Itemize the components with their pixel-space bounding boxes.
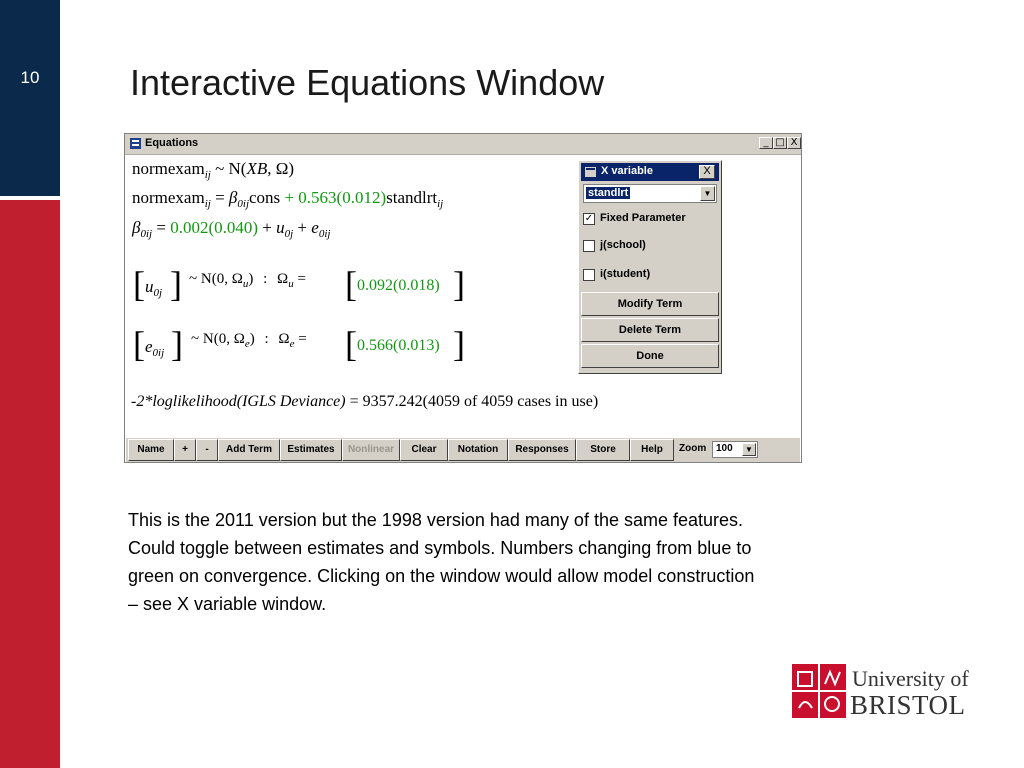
checkbox-box[interactable]	[583, 269, 595, 281]
chevron-down-icon[interactable]: ▼	[742, 443, 756, 456]
equations-titlebar[interactable]	[125, 134, 801, 155]
omega-subscript: e	[289, 338, 295, 350]
equations-toolbar	[126, 437, 800, 462]
sidebar-top-band	[0, 0, 60, 196]
omega-symbol: Ω	[231, 271, 243, 287]
e-term[interactable]: e	[311, 218, 319, 237]
colon: :	[263, 271, 268, 287]
bristol-crest-icon	[792, 664, 846, 718]
zoom-value: 100	[716, 443, 733, 454]
standlrt-estimate[interactable]: 0.563(0.012)	[298, 188, 387, 207]
clear-button[interactable]: Clear	[400, 439, 448, 461]
xb-term: XB,	[246, 159, 272, 178]
distribution-text: ~ N(	[215, 159, 247, 178]
checkbox-box[interactable]: ✓	[584, 213, 594, 224]
beta-subscript: 0ij	[237, 198, 250, 210]
distribution-text: ~ N(0,	[191, 331, 230, 347]
left-bracket: [	[133, 264, 145, 304]
x-variable-window-icon	[585, 167, 596, 177]
maximize-button[interactable]: □	[773, 137, 787, 149]
checkbox-label: j(school)	[600, 239, 646, 251]
nonlinear-button[interactable]: Nonlinear	[342, 439, 400, 461]
slide-body-text	[128, 506, 928, 618]
left-bracket: [	[345, 264, 357, 304]
notation-button[interactable]: Notation	[448, 439, 508, 461]
e-subscript: 0ij	[152, 347, 165, 359]
distribution-text: ~ N(0,	[189, 271, 228, 287]
cons-term[interactable]: cons	[249, 188, 281, 207]
close-button[interactable]: X	[787, 137, 801, 149]
equals-sign: =	[215, 188, 225, 207]
u-subscript: 0j	[153, 287, 163, 299]
minus-button[interactable]: -	[196, 439, 218, 461]
minimize-button[interactable]: _	[759, 137, 773, 149]
equation-line-intercept[interactable]	[132, 218, 330, 240]
zoom-label: Zoom	[679, 443, 707, 454]
omega-symbol: Ω	[275, 159, 289, 178]
deviance-line	[131, 393, 598, 411]
close-paren: )	[248, 271, 254, 287]
checkbox-label: Fixed Parameter	[600, 212, 686, 224]
u-subscript: 0j	[284, 228, 294, 240]
delete-term-button[interactable]: Delete Term	[581, 318, 719, 342]
standlrt-subscript: ij	[437, 198, 444, 210]
equation-line-fixed-part[interactable]	[132, 188, 443, 210]
name-button[interactable]: Name	[128, 439, 174, 461]
u-term: u	[145, 277, 154, 296]
u-term[interactable]: u	[276, 218, 285, 237]
intercept-estimate[interactable]: 0.002(0.040)	[170, 218, 259, 237]
checkbox-label: i(student)	[600, 268, 651, 280]
x-variable-window[interactable]	[578, 160, 722, 374]
equations-window-title: Equations	[145, 137, 199, 149]
university-logo	[792, 662, 978, 720]
selected-variable: standlrt	[588, 187, 629, 199]
right-bracket: ]	[453, 324, 465, 364]
slide-title: Interactive Equations Window	[130, 62, 605, 103]
help-button[interactable]: Help	[630, 439, 674, 461]
fixed-parameter-checkbox[interactable]	[583, 211, 719, 229]
sidebar-bottom-band	[0, 200, 60, 768]
zoom-select[interactable]	[712, 441, 758, 458]
body-line: – see X variable window.	[128, 594, 327, 614]
school-checkbox[interactable]	[583, 238, 719, 256]
right-bracket: ]	[170, 264, 182, 304]
logo-line2: BRISTOL	[850, 690, 966, 720]
logo-line1: University of	[852, 666, 969, 691]
slide-number: 10	[20, 68, 40, 87]
response-subscript: ij	[204, 169, 211, 181]
beta-symbol: β	[132, 218, 141, 237]
x-variable-titlebar[interactable]	[581, 163, 719, 181]
close-icon[interactable]: X	[699, 165, 715, 179]
plus-sign: +	[284, 188, 295, 207]
plus-sign: +	[297, 218, 308, 237]
response-name: normexam	[132, 159, 205, 178]
left-bracket: [	[133, 324, 145, 364]
equals-sign: =	[297, 271, 306, 287]
e-term: e	[145, 337, 153, 356]
omega-subscript: e	[244, 338, 250, 350]
equation-line-response-distribution[interactable]	[132, 159, 294, 181]
level2-variance-estimate[interactable]: 0.092(0.018)	[357, 277, 440, 294]
right-bracket: ]	[453, 264, 465, 304]
body-line: This is the 2011 version but the 1998 version had many of the same features.	[128, 510, 744, 530]
beta-subscript: 0ij	[140, 228, 153, 240]
left-bracket: [	[345, 324, 357, 364]
equals-sign: =	[298, 331, 307, 347]
response-name: normexam	[132, 188, 205, 207]
e-subscript: 0ij	[318, 228, 331, 240]
checkbox-box[interactable]	[583, 240, 595, 252]
plus-button[interactable]: +	[174, 439, 196, 461]
student-checkbox[interactable]	[583, 267, 719, 285]
store-button[interactable]: Store	[576, 439, 630, 461]
omega-symbol: Ω	[277, 271, 289, 287]
equations-window-icon	[130, 138, 141, 149]
close-paren: )	[249, 331, 255, 347]
close-paren: )	[288, 159, 295, 178]
modify-term-button[interactable]: Modify Term	[581, 292, 719, 316]
deviance-value: = 9357.242(4059 of 4059 cases in use)	[349, 393, 599, 410]
done-button[interactable]: Done	[581, 344, 719, 368]
equals-sign: =	[156, 218, 166, 237]
variable-select[interactable]	[583, 184, 717, 203]
x-variable-title: X variable	[601, 165, 653, 177]
omega-symbol: Ω	[278, 331, 290, 347]
colon: :	[264, 331, 269, 347]
chevron-down-icon[interactable]: ▼	[700, 186, 715, 201]
level1-variance-estimate[interactable]: 0.566(0.013)	[357, 337, 440, 354]
standlrt-term[interactable]: standlrt	[386, 188, 438, 207]
deviance-label: -2*loglikelihood(IGLS Deviance)	[131, 393, 346, 410]
responses-button[interactable]: Responses	[508, 439, 576, 461]
omega-subscript: u	[242, 278, 249, 290]
omega-subscript: u	[288, 278, 294, 290]
omega-symbol: Ω	[233, 331, 245, 347]
right-bracket: ]	[171, 324, 183, 364]
response-subscript: ij	[204, 198, 211, 210]
beta-symbol: β	[228, 188, 238, 207]
body-line: Could toggle between estimates and symbols. Numbers changing from blue to	[128, 538, 752, 558]
plus-sign: +	[262, 218, 272, 237]
body-line: green on convergence. Clicking on the window would allow model construction	[128, 566, 755, 586]
estimates-button[interactable]: Estimates	[280, 439, 342, 461]
add-term-button[interactable]: Add Term	[218, 439, 280, 461]
